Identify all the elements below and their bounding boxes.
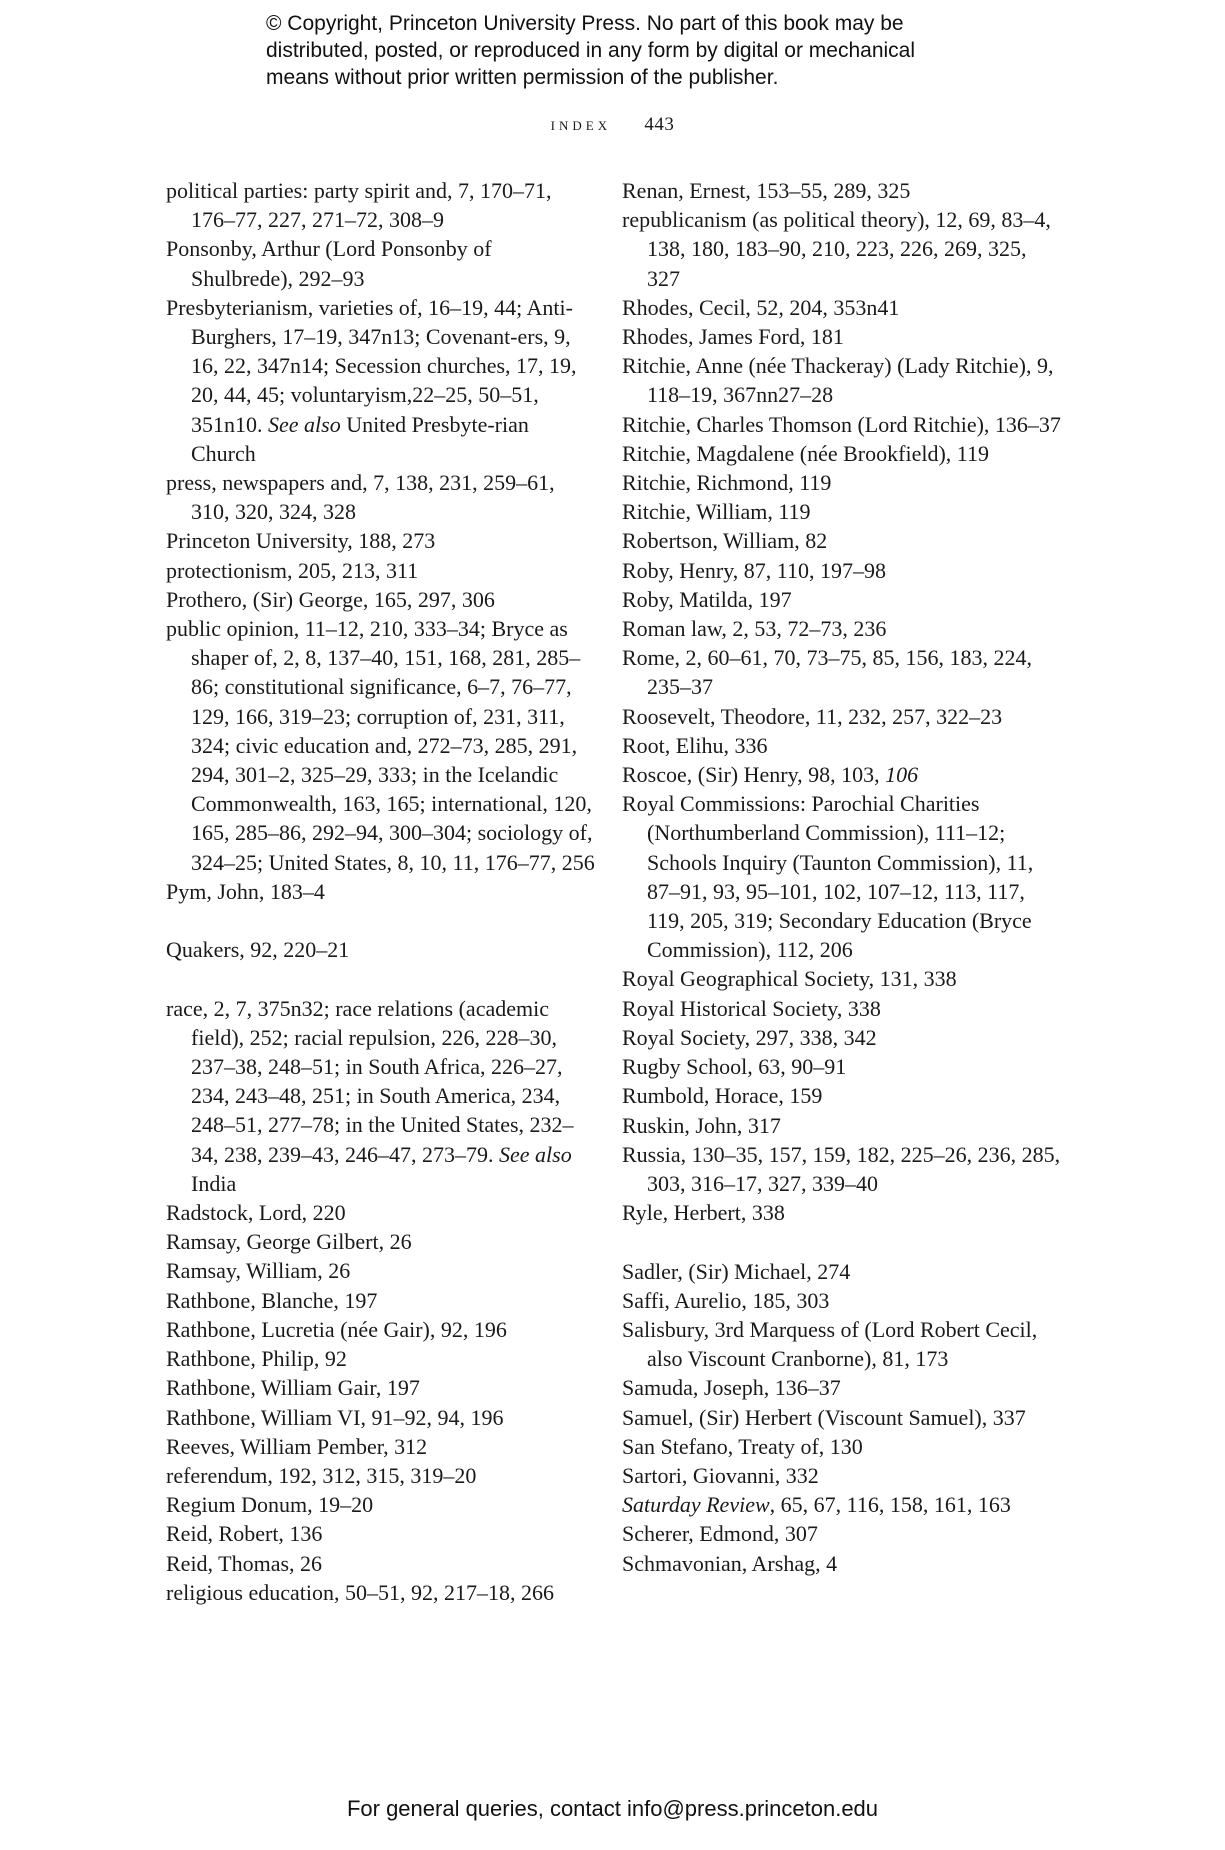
index-entry — [166, 1490, 596, 1519]
index-entry — [166, 1403, 596, 1432]
entry-text: Rathbone, Philip, 92 — [166, 1346, 347, 1372]
entry-text: Regium Donum, 19–20 — [166, 1492, 374, 1518]
index-entry — [166, 1286, 596, 1315]
see-also-target: United Presbyte-rian Church — [191, 411, 529, 466]
entry-text: Schmavonian, Arshag, 4 — [622, 1550, 838, 1576]
entry-text: Russia, 130–35, 157, 159, 182, 225–26, 236, 285, 303, 316–17, 327, 339–40 — [622, 1141, 1061, 1196]
index-entry — [166, 614, 596, 877]
entry-text: Roman law, 2, 53, 72–73, 236 — [622, 616, 887, 642]
entry-text: Royal Society, 297, 338, 342 — [622, 1024, 877, 1050]
index-column-right — [622, 176, 1062, 1578]
index-entry — [166, 1519, 596, 1548]
index-entry — [622, 643, 1062, 701]
index-entry — [622, 1081, 1062, 1110]
entry-text: Ramsay, William, 26 — [166, 1258, 351, 1284]
entry-text: Renan, Ernest, 153–55, 289, 325 — [622, 178, 911, 203]
index-entry — [166, 1256, 596, 1285]
entry-text: race, 2, 7, 375n32; race relations (academic field), 252; racial repulsion, 226, 228–30, 237–38, 248–51; in South Africa, 226–27, 234, 243–48, 251; in South America, 234, 248–51, 277–78; in the United States, 232–34, 238, 239–43, 246–47, 273–79. — [166, 995, 574, 1167]
index-entry — [166, 1461, 596, 1490]
index-entry — [622, 1111, 1062, 1140]
entry-text: Ramsay, George Gilbert, 26 — [166, 1229, 412, 1255]
index-entry — [622, 614, 1062, 643]
index-column-left — [166, 176, 596, 1607]
entry-text: Ritchie, Charles Thomson (Lord Ritchie), 136–37 — [622, 411, 1061, 437]
index-entry — [622, 1490, 1062, 1519]
entry-text: Saffi, Aurelio, 185, 303 — [622, 1287, 830, 1313]
running-head-label: index — [550, 114, 612, 134]
index-entry — [622, 556, 1062, 585]
index-entry — [166, 468, 596, 526]
entry-text: Rumbold, Horace, 159 — [622, 1083, 823, 1109]
index-entry — [622, 585, 1062, 614]
entry-text: press, newspapers and, 7, 138, 231, 259–61, 310, 320, 324, 328 — [166, 470, 555, 525]
index-entry — [622, 1286, 1062, 1315]
entry-text: Presbyterianism, varieties of, 16–19, 44; Anti-Burghers, 17–19, 347n13; Covenant-ers, 9, 16, 22, 347n14; Secession churches, 17, 19, 20, 44, 45; voluntaryism,22–25, 50–51, 351n10. — [166, 294, 577, 437]
see-also-label: See also — [268, 411, 341, 437]
index-entry — [622, 439, 1062, 468]
copyright-line: distributed, posted, or reproduced in any form by digital or mechanical — [266, 39, 916, 62]
entry-text: Ritchie, Anne (née Thackeray) (Lady Ritchie), 9, 118–19, 367nn27–28 — [622, 353, 1054, 408]
index-entry — [166, 994, 596, 1198]
entry-text: Rhodes, James Ford, 181 — [622, 324, 844, 350]
entry-text: Radstock, Lord, 220 — [166, 1200, 346, 1226]
letter-section-gap — [622, 1227, 1062, 1256]
letter-section-gap — [166, 906, 596, 935]
entry-text: Ritchie, Richmond, 119 — [622, 470, 832, 496]
index-entry — [622, 964, 1062, 993]
index-entry — [166, 585, 596, 614]
index-entry — [166, 1432, 596, 1461]
copyright-line: means without prior written permission of the publisher. — [266, 66, 779, 89]
index-entry — [622, 1315, 1062, 1373]
index-entry — [166, 1315, 596, 1344]
entry-text: Reid, Robert, 136 — [166, 1521, 323, 1547]
entry-text: Princeton University, 188, 273 — [166, 528, 436, 554]
entry-text: Rathbone, William VI, 91–92, 94, 196 — [166, 1404, 504, 1430]
entry-text: protectionism, 205, 213, 311 — [166, 557, 419, 583]
see-also-target: India — [191, 1170, 237, 1196]
entry-text: republicanism (as political theory), 12, 69, 83–4, 138, 180, 183–90, 210, 223, 226, 269, 325, 327 — [622, 207, 1051, 291]
index-entry — [622, 176, 1062, 205]
entry-text: Samuel, (Sir) Herbert (Viscount Samuel), 337 — [622, 1404, 1026, 1430]
index-entry — [166, 877, 596, 906]
index-entry — [622, 1198, 1062, 1227]
index-entry — [622, 994, 1062, 1023]
index-entry — [166, 1373, 596, 1402]
entry-text: Root, Elihu, 336 — [622, 732, 768, 758]
index-entry — [166, 935, 596, 964]
index-entry — [622, 322, 1062, 351]
italic-title: Saturday Review — [622, 1492, 770, 1518]
index-entry — [622, 1052, 1062, 1081]
index-entry — [166, 1578, 596, 1607]
copyright-notice — [266, 10, 1026, 91]
entry-text: Salisbury, 3rd Marquess of (Lord Robert Cecil, also Viscount Cranborne), 81, 173 — [622, 1316, 1038, 1372]
index-entry — [622, 760, 1062, 789]
index-entry — [622, 1023, 1062, 1052]
entry-text: Rugby School, 63, 90–91 — [622, 1054, 847, 1080]
index-entry — [622, 1403, 1062, 1432]
entry-text: public opinion, 11–12, 210, 333–34; Bryce as shaper of, 2, 8, 137–40, 151, 168, 281, 285–86; constitutional significance, 6–7, 76–77, 129, 166, 319–23; corruption of, 231, 311, 324; civic education and, 272–73, 285, 291, 294, 301–2, 325–29, 333; in the Icelandic Commonwealth, 163, 165; international, 120, 165, 285–86, 292–94, 300–304; sociology of, 324–25; United States, 8, 10, 11, 176–77, 256 — [166, 616, 595, 875]
index-entry — [166, 176, 596, 234]
entry-text: Ritchie, William, 119 — [622, 499, 811, 525]
entry-text: Royal Commissions: Parochial Charities (Northumberland Commission), 111–12; Schools Inquiry (Taunton Commission), 11, 87–91, 93, 95–101, 102, 107–12, 113, 117, 119, 205, 319; Secondary Education (Bryce Commission), 112, 206 — [622, 791, 1034, 963]
entry-text: Prothero, (Sir) George, 165, 297, 306 — [166, 586, 495, 612]
entry-text: Roby, Henry, 87, 110, 197–98 — [622, 557, 886, 583]
entry-text: Scherer, Edmond, 307 — [622, 1521, 818, 1547]
index-entry — [622, 731, 1062, 760]
entry-text: Roosevelt, Theodore, 11, 232, 257, 322–23 — [622, 703, 1003, 729]
footer-contact: For general queries, contact info@press.princeton.edu — [346, 1796, 879, 1821]
index-entry — [622, 497, 1062, 526]
entry-text: Robertson, William, 82 — [622, 528, 828, 554]
entry-text: Rathbone, William Gair, 197 — [166, 1375, 420, 1401]
entry-text: Rathbone, Lucretia (née Gair), 92, 196 — [166, 1316, 507, 1342]
index-entry — [622, 293, 1062, 322]
index-entry — [622, 468, 1062, 497]
copyright-line: © Copyright, Princeton University Press. No part of this book may be — [266, 12, 904, 35]
entry-text: Samuda, Joseph, 136–37 — [622, 1375, 841, 1401]
entry-text: religious education, 50–51, 92, 217–18, 266 — [166, 1579, 555, 1605]
index-entry — [166, 1198, 596, 1227]
entry-text: San Stefano, Treaty of, 130 — [622, 1433, 863, 1459]
index-entry — [622, 1461, 1062, 1490]
index-entry — [622, 410, 1062, 439]
italic-page-ref: 106 — [885, 762, 919, 788]
index-entry — [166, 526, 596, 555]
entry-text: political parties: party spirit and, 7, 170–71, 176–77, 227, 271–72, 308–9 — [166, 178, 552, 233]
entry-text: , 65, 67, 116, 158, 161, 163 — [769, 1492, 1011, 1518]
index-entry — [166, 234, 596, 292]
index-entry — [166, 1227, 596, 1256]
entry-text: Rathbone, Blanche, 197 — [166, 1287, 378, 1313]
index-entry — [622, 526, 1062, 555]
letter-section-gap — [166, 964, 596, 993]
entry-text: Royal Historical Society, 338 — [622, 995, 881, 1021]
entry-text: Royal Geographical Society, 131, 338 — [622, 966, 957, 992]
index-entry — [622, 1257, 1062, 1286]
entry-text: Ritchie, Magdalene (née Brookfield), 119 — [622, 440, 989, 466]
entry-text: Ponsonby, Arthur (Lord Ponsonby of Shulbrede), 292–93 — [166, 236, 492, 291]
index-entry — [166, 293, 596, 468]
index-entry — [622, 1432, 1062, 1461]
index-entry — [166, 1549, 596, 1578]
page-number: 443 — [644, 114, 675, 135]
entry-text: Sartori, Giovanni, 332 — [622, 1462, 819, 1488]
running-head — [0, 114, 1225, 136]
entry-text: Reeves, William Pember, 312 — [166, 1433, 428, 1459]
entry-text: Pym, John, 183–4 — [166, 878, 325, 904]
entry-text: Roscoe, (Sir) Henry, 98, 103, — [622, 762, 880, 788]
index-entry — [622, 789, 1062, 964]
entry-text: Quakers, 92, 220–21 — [166, 937, 350, 963]
index-entry — [622, 1519, 1062, 1548]
entry-text: Rhodes, Cecil, 52, 204, 353n41 — [622, 294, 900, 320]
entry-text: Roby, Matilda, 197 — [622, 586, 792, 612]
entry-text: Rome, 2, 60–61, 70, 73–75, 85, 156, 183, 224, 235–37 — [622, 645, 1033, 700]
index-entry — [622, 1373, 1062, 1402]
entry-text: referendum, 192, 312, 315, 319–20 — [166, 1462, 477, 1488]
index-entry — [622, 702, 1062, 731]
entry-text: Reid, Thomas, 26 — [166, 1550, 323, 1576]
entry-text: Sadler, (Sir) Michael, 274 — [622, 1258, 851, 1284]
index-entry — [622, 205, 1062, 293]
index-entry — [166, 556, 596, 585]
entry-text: Ruskin, John, 317 — [622, 1112, 781, 1138]
index-entry — [166, 1344, 596, 1373]
see-also-label: See also — [499, 1141, 572, 1167]
index-entry — [622, 1549, 1062, 1578]
index-entry — [622, 351, 1062, 409]
entry-text: Ryle, Herbert, 338 — [622, 1200, 785, 1226]
index-entry — [622, 1140, 1062, 1198]
